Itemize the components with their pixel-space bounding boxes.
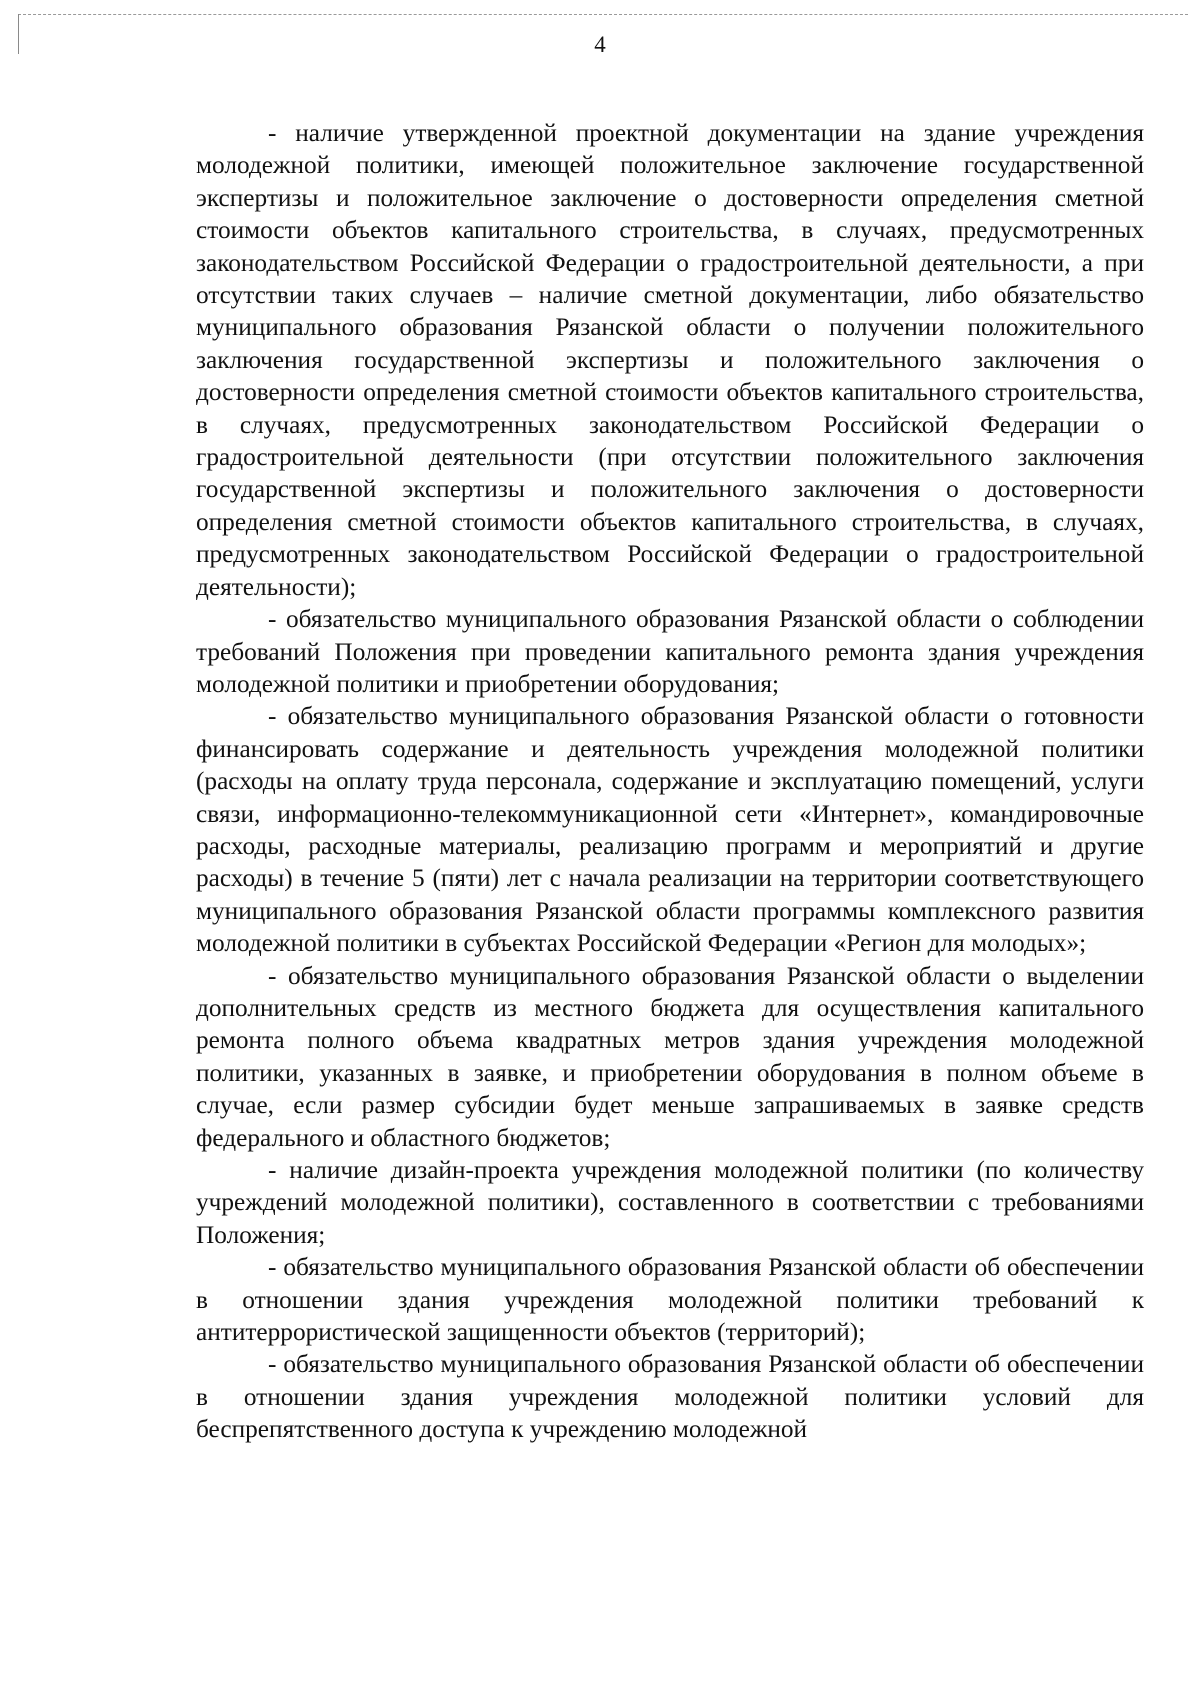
- scan-border-top: [18, 14, 1188, 15]
- paragraph-accessibility-obligation: - обязательство муниципального образования Рязанской области об обеспечении в отношении здания учреждения молодежной политики условий для беспрепятственного доступа к учреждению молодежной: [196, 1350, 1144, 1444]
- paragraph-design-project: - наличие дизайн-проекта учреждения молодежной политики (по количеству учреждений молодежной политики), составленного в соответствии с требованиями Положения;: [196, 1156, 1144, 1249]
- document-body: [196, 117, 1144, 1446]
- paragraph-compliance-obligation: - обязательство муниципального образования Рязанской области о соблюдении требований Положения при проведении капитального ремонта здания учреждения молодежной политики и приобретении оборудования;: [196, 605, 1144, 698]
- paragraph-financing-obligation: - обязательство муниципального образования Рязанской области о готовности финансировать содержание и деятельность учреждения молодежной политики (расходы на оплату труда персонала, содержание и эксплуатацию помещений, услуги связи, информационно-телекоммуникационной сети «Интернет», командировочные расходы, расходные материалы, реализацию программ и мероприятий и другие расходы) в течение 5 (пяти) лет с начала реализации на территории соответствующего муниципального образования Рязанской области программы комплексного развития молодежной политики в субъектах Российской Федерации «Регион для молодых»;: [196, 702, 1144, 958]
- paragraph-additional-funds-obligation: - обязательство муниципального образования Рязанской области о выделении дополнительных средств из местного бюджета для осуществления капитального ремонта полного объема квадратных метров здания учреждения молодежной политики, указанных в заявке, и приобретении оборудования в полном объеме в случае, если размер субсидии будет меньше запрашиваемых в заявке средств федерального и областного бюджетов;: [196, 961, 1144, 1152]
- paragraph-antiterrorism-obligation: - обязательство муниципального образования Рязанской области об обеспечении в отношении здания учреждения молодежной политики требований к антитеррористической защищенности объектов (территорий);: [196, 1253, 1144, 1347]
- paragraph-project-documentation: - наличие утвержденной проектной документации на здание учреждения молодежной политики, имеющей положительное заключение государственной экспертизы и положительное заключение о достоверности определения сметной стоимости объектов капитального строительства, в случаях, предусмотренных законодательством Российской Федерации о градостроительной деятельности, а при отсутствии таких случаев – наличие сметной документации, либо обязательство муниципального образования Рязанской области о получении положительного заключения государственной экспертизы и положительного заключения о достоверности определения сметной стоимости объектов капитального строительства, в случаях, предусмотренных законодательством Российской Федерации о градостроительной деятельности (при отсутствии положительного заключения государственной экспертизы и положительного заключения о достоверности определения сметной стоимости объектов капитального строительства, в случаях, предусмотренных законодательством Российской Федерации о градостроительной деятельности);: [196, 119, 1144, 601]
- page-number: 4: [594, 32, 606, 57]
